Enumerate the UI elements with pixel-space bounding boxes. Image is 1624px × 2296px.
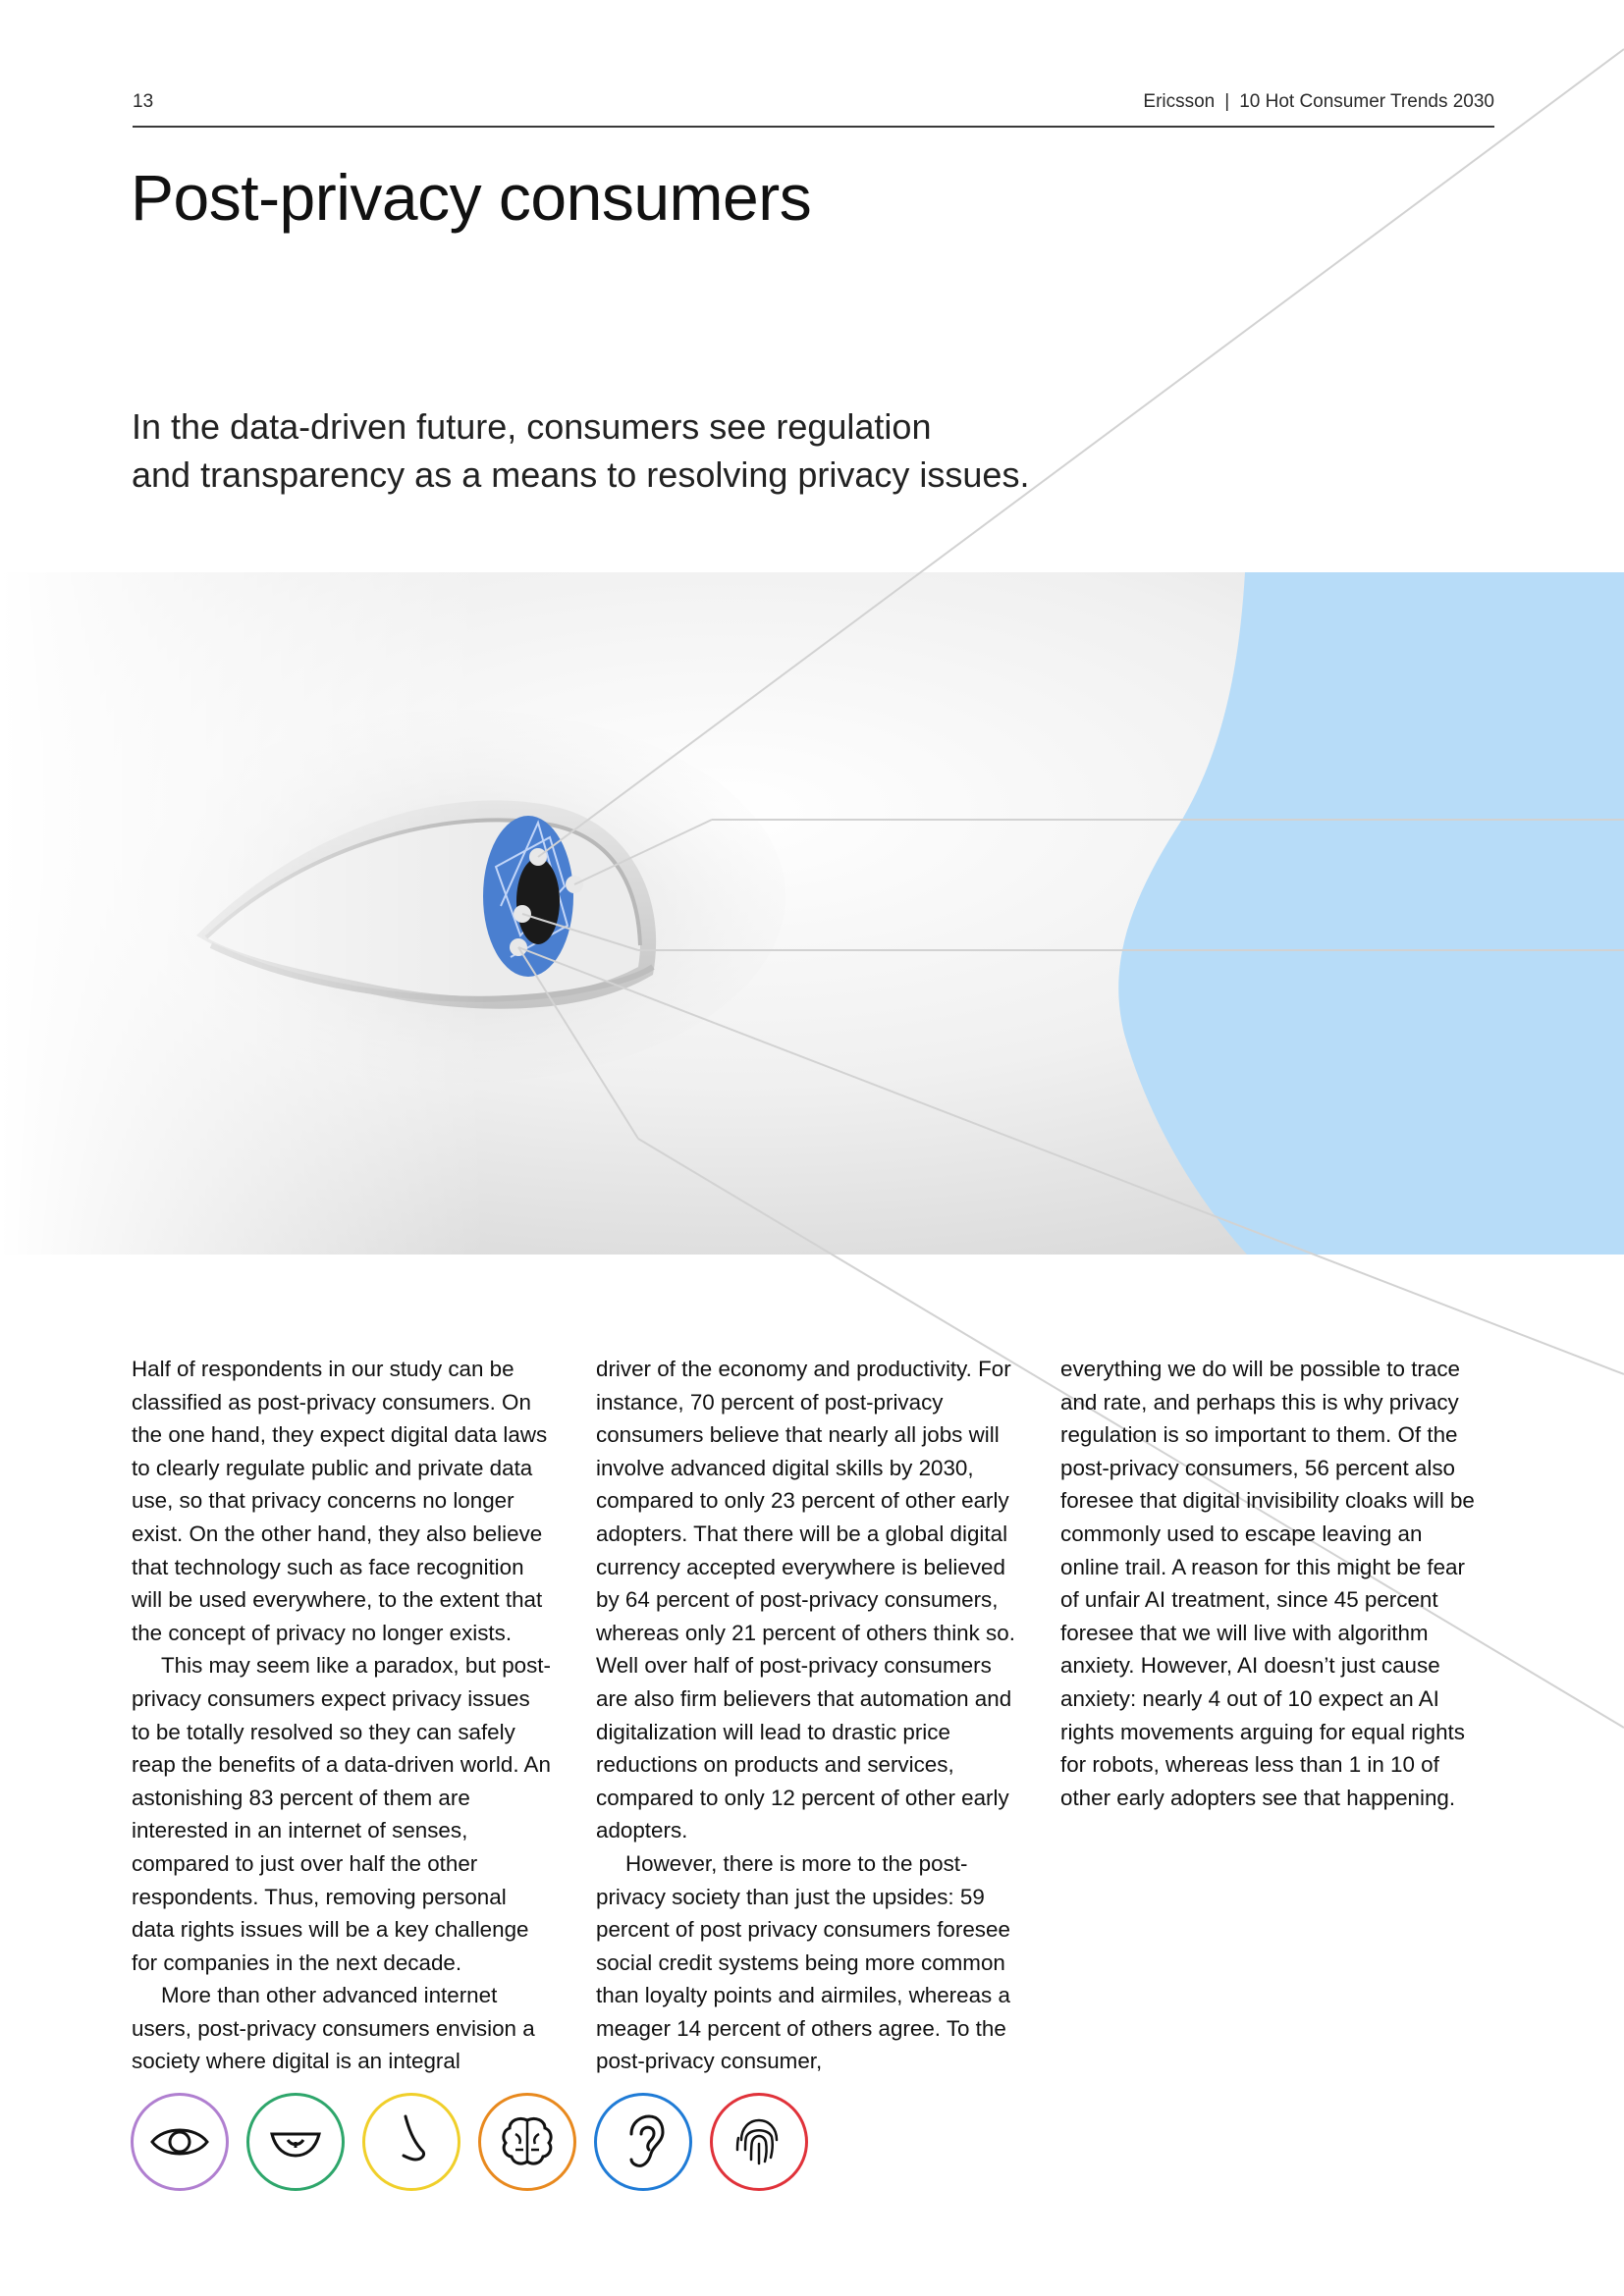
sense-eye [131,2093,229,2191]
intro-statement [132,402,1074,499]
header-separator: | [1224,91,1230,112]
paragraph: Half of respondents in our study can be classified as post-privacy consumers. On the one hand, they expect digital data laws to clearly regulate public and private data use, so that privacy concerns no longer exist. On the other hand, they also believe that technology such as face recognition will be used everywhere, to the extent that the concept of privacy no longer exists. [132,1357,548,1645]
sense-mind [478,2093,576,2191]
hero-eye-illustration [0,572,1624,1255]
nose-icon [380,2110,443,2173]
paragraph: However, there is more to the post-privacy society than just the upsides: 59 percent of post privacy consumers foresee social credit systems being more common than loyalty points and airmiles, whereas a meager 14 percent of others agree. To the post-privacy consumer, [596,1850,1010,2074]
brain-icon [496,2110,559,2173]
body-column-1 [132,1353,554,2078]
body-column-2 [596,1353,1018,2078]
intro-line-1: In the data-driven future, consumers see regulation [132,406,932,447]
eye-icon [148,2110,211,2173]
ear-icon [612,2110,675,2173]
report-title: 10 Hot Consumer Trends 2030 [1239,91,1494,112]
publisher-name: Ericsson [1143,91,1216,112]
intro-line-2: and transparency as a means to resolving privacy issues. [132,454,1030,495]
paragraph: This may seem like a paradox, but post-privacy consumers expect privacy issues to be totally resolved so they can safely reap the benefits of a data-driven world. An astonishing 83 percent of them are interested in an internet of senses, compared to just over half the other respondents. Thus, removing personal data rights issues will be a key challenge for companies in the next decade. [132,1653,551,1975]
sense-hearing [594,2093,692,2191]
fingerprint-icon [728,2110,790,2173]
body-column-3 [1060,1353,1483,1814]
running-head [1143,91,1494,113]
paragraph: everything we do will be possible to trace and rate, and perhaps this is why privacy regulation is so important to them. Of the post-privacy consumers, 56 percent also foresee that digital invisibility cloaks will be commonly used to escape leaving an online trail. A reason for this might be fear of unfair AI treatment, since 45 percent foresee that we will live with algorithm anxiety. However, AI doesn’t just cause anxiety: nearly 4 out of 10 expect an AI rights movements arguing for equal rights for robots, whereas less than 1 in 10 of other early adopters see that happening. [1060,1357,1475,1810]
paragraph: More than other advanced internet users, post-privacy consumers envision a society where digital is an integral [132,1983,535,2074]
paragraph: driver of the economy and productivity. For instance, 70 percent of post-privacy consumers believe that nearly all jobs will involve advanced digital skills by 2030, compared to only 23 percent of other early adopters. That there will be a global digital currency accepted everywhere is believed by 64 percent of post-privacy consumers, whereas only 21 percent of others think so. Well over half of post-privacy consumers are also firm believers that automation and digitalization will lead to drastic price reductions on products and services, compared to only 12 percent of other early adopters. [596,1357,1015,1843]
page-title: Post-privacy consumers [131,161,812,234]
page-number: 13 [133,91,154,112]
sense-touch [710,2093,808,2191]
sense-taste [246,2093,345,2191]
header-rule [133,126,1494,128]
sense-smell [362,2093,460,2191]
senses-icon-row [131,2093,808,2191]
mouth-icon [264,2110,327,2173]
